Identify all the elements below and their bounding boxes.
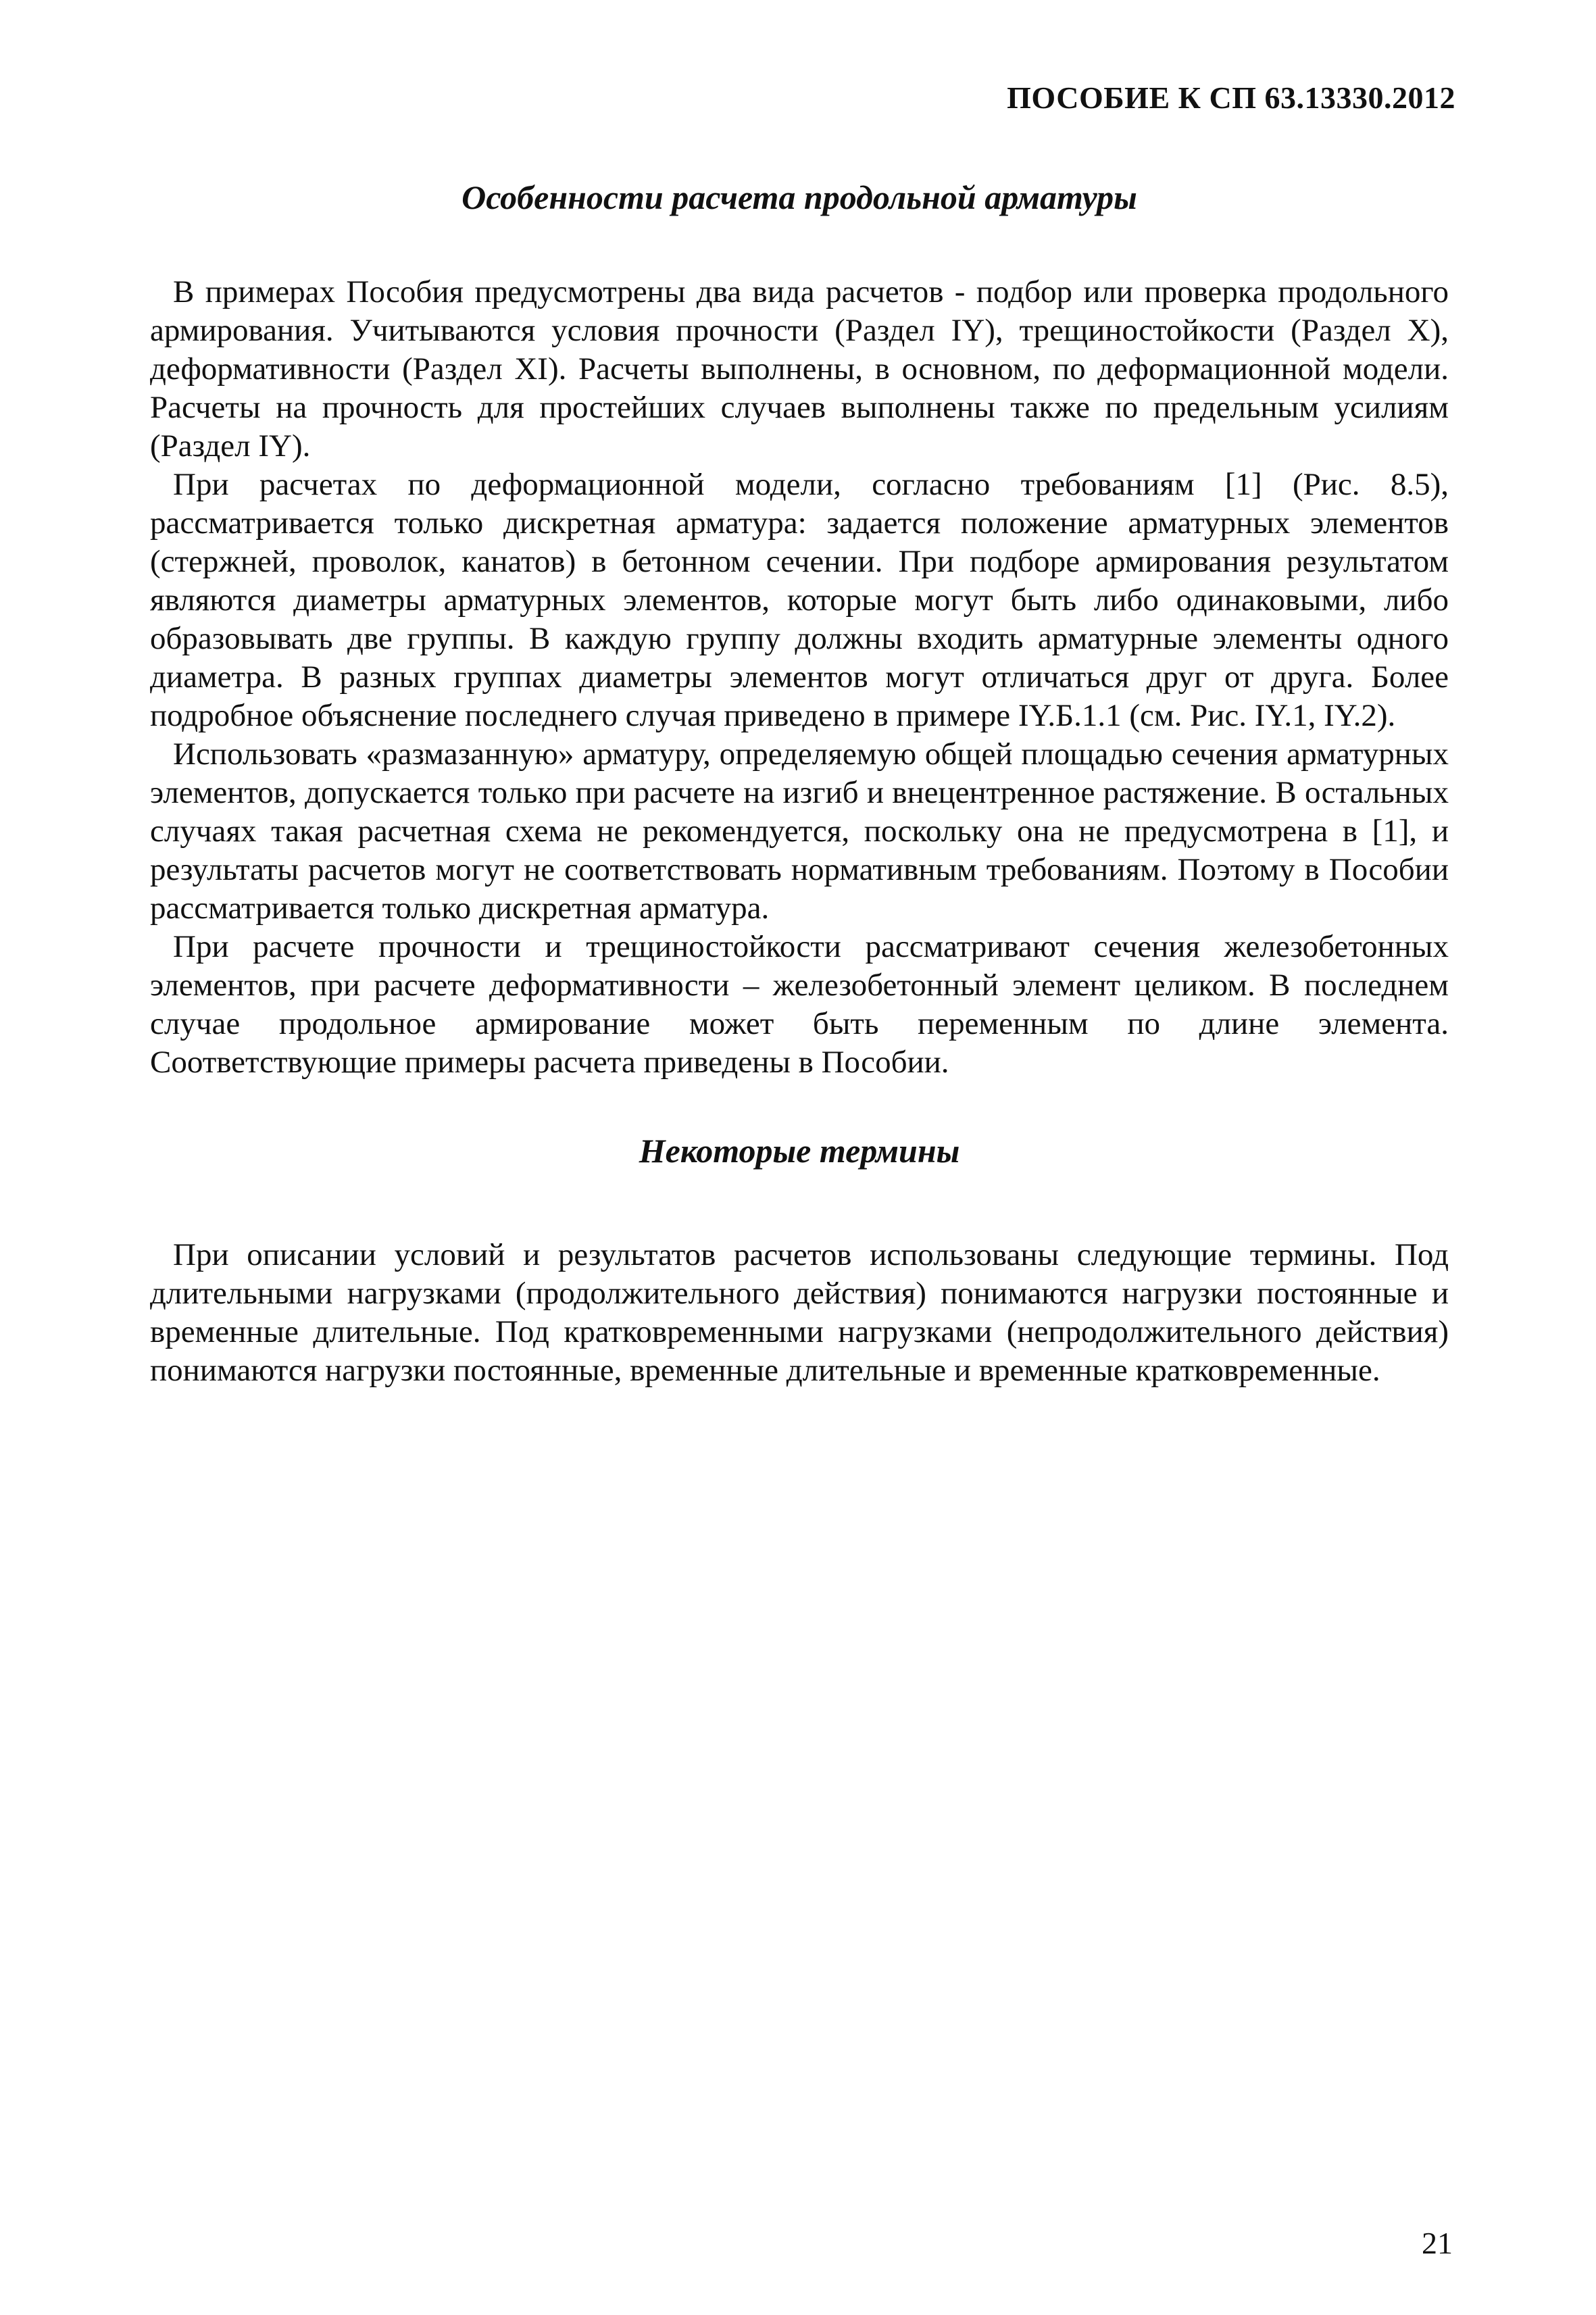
paragraph: В примерах Пособия предусмотрены два вида расчетов - подбор или проверка продольного армирования. Учитываются условия прочности (Раздел IY), трещиностойкости (Раздел X), деформативности (Раздел XI). Расчеты выполнены, в основном, по деформационной модели. Расчеты на прочность для простейших случаев выполнены также по предельным усилиям (Раздел IY).: [150, 274, 1449, 464]
page-content: [150, 177, 1449, 1390]
section-title-reinforcement: Особенности расчета продольной арматуры: [462, 178, 1137, 216]
paragraph: При расчетах по деформационной модели, согласно требованиям [1] (Рис. 8.5), рассматривается только дискретная арматура: задается положение арматурных элементов (стержней, проволок, канатов) в бетонном сечении. При подборе армирования результатом являются диаметры арматурных элементов, которые могут быть либо одинаковыми, либо образовывать две группы. В каждую группу должны входить арматурные элементы одного диаметра. В разных группах диаметры элементов могут отличаться друг от друга. Более подробное объяснение последнего случая приведено в примере IY.Б.1.1 (см. Рис. IY.1, IY.2).: [150, 467, 1449, 733]
paragraph: Использовать «размазанную» арматуру, определяемую общей площадью сечения арматурных элементов, допускается только при расчете на изгиб и внецентренное растяжение. В остальных случаях такая расчетная схема не рекомендуется, поскольку она не предусмотрена в [1], и результаты расчетов могут не соответствовать нормативным требованиям. Поэтому в Пособии рассматривается только дискретная арматура.: [150, 737, 1449, 926]
running-header: ПОСОБИЕ К СП 63.13330.2012: [1007, 80, 1455, 115]
section-title-terms: Некоторые термины: [639, 1132, 960, 1170]
paragraph: При расчете прочности и трещиностойкости рассматривают сечения железобетонных элементов, при расчете деформативности – железобетонный элемент целиком. В последнем случае продольное армирование может быть переменным по длине элемента. Соответствующие примеры расчета приведены в Пособии.: [150, 929, 1449, 1080]
paragraph: При описании условий и результатов расчетов использованы следующие термины. Под длительными нагрузками (продолжительного действия) понимаются нагрузки постоянные и временные длительные. Под кратковременными нагрузками (непродолжительного действия) понимаются нагрузки постоянные, временные длительные и временные кратковременные.: [150, 1237, 1449, 1388]
page-number: 21: [1422, 2226, 1453, 2260]
